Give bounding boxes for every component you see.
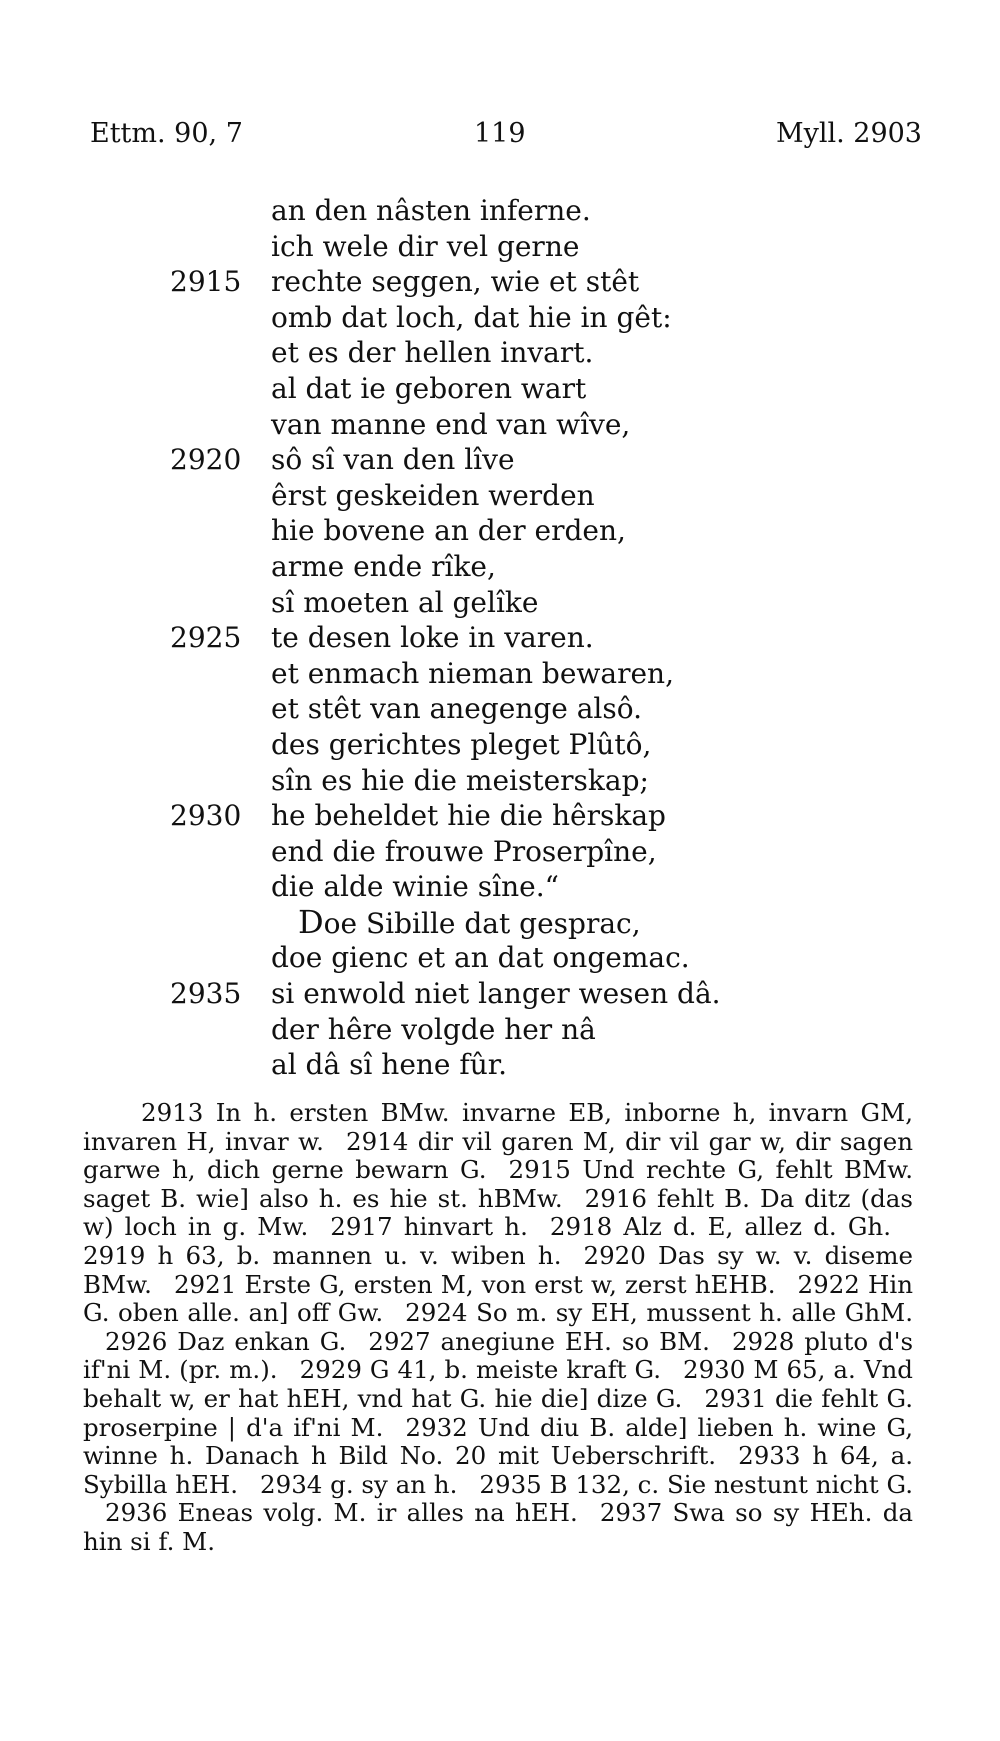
apparatus-note: 2915 Und rechte G, fehlt BMw. saget B. wie] also h. es hie st. hBMw. [83,1155,913,1213]
verse-text: omb dat loch, dat hie in gêt: [271,300,672,334]
verse-line [0,798,1000,834]
verse-block [0,193,1000,1083]
verse-text: die alde winie sîne.“ [271,870,559,904]
apparatus-note: 2929 G 41, b. meiste kraft G. [299,1355,661,1385]
initial-capital: D [298,902,324,941]
apparatus-note: 2937 Swa so sy HEh. da hin si f. M. [83,1498,913,1556]
verse-text: der hêre volgde her nâ [271,1012,596,1046]
verse-text: arme ende rîke, [271,549,496,583]
critical-apparatus [83,1099,913,1557]
verse-text: al dâ sî hene fûr. [271,1048,508,1082]
verse-line [0,620,1000,656]
verse-line [0,264,1000,300]
line-number: 2925 [170,621,242,655]
line-number: 2935 [170,977,242,1011]
verse-text: et es der hellen invart. [271,336,594,370]
apparatus-note: 2934 g. sy an h. [260,1469,458,1499]
verse-line [0,549,1000,585]
verse-line [0,902,1000,941]
verse-text: des gerichtes pleget Plûtô, [271,727,652,761]
apparatus-note: 2935 B 132, c. Sie nestunt nicht G. [479,1469,913,1499]
apparatus-note: 2933 h 64, a. Sybilla hEH. [83,1441,913,1499]
header-left-reference: Ettm. 90, 7 [90,118,243,149]
apparatus-note: 2917 hinvart h. [330,1212,528,1242]
verse-text: et enmach nieman bewaren, [271,656,674,690]
verse-line [0,1047,1000,1083]
apparatus-note: 2919 h 63, b. mannen u. v. wiben h. [83,1240,562,1270]
apparatus-note: 2922 Hin G. oben alle. an] off Gw. [83,1269,913,1328]
apparatus-note: 2924 So m. sy EH, mussent h. alle GhM. [405,1298,913,1328]
verse-line [0,478,1000,514]
verse-line [0,442,1000,478]
verse-text: hie bovene an der erden, [271,514,626,548]
apparatus-note: 2927 anegiune EH. so BM. [368,1326,710,1356]
verse-text: sîn es hie die meisterskap; [271,763,649,797]
verse-line [0,335,1000,371]
verse-line [0,691,1000,727]
line-number: 2915 [170,265,242,299]
verse-text: sô sî van den lîve [271,443,515,477]
verse-text: oe Sibille dat gesprac, [323,906,641,940]
verse-line [0,407,1000,443]
line-number: 2930 [170,799,242,833]
apparatus-note: 2932 Und diu B. alde] lieben h. wine G, winne h. Danach h Bild No. 20 mit Ueberschrift. [83,1412,913,1471]
verse-line [0,940,1000,976]
apparatus-note: 2916 fehlt B. Da ditz (das w) loch in g. Mw. [83,1183,913,1242]
verse-line [0,193,1000,229]
verse-line [0,869,1000,905]
apparatus-note: 2926 Daz enkan G. [105,1326,347,1356]
verse-line [0,727,1000,763]
page-header [90,118,922,158]
apparatus-note: 2913 In h. ersten BMw. invarne EB, inborne h, invarn GM, invaren H, invar w. [83,1098,913,1156]
page-number: 119 [474,118,526,149]
verse-text: et stêt van anegenge alsô. [271,692,643,726]
verse-text: an den nâsten inferne. [271,194,591,227]
line-number: 2920 [170,443,242,477]
verse-line [0,229,1000,265]
verse-text: êrst geskeiden werden [271,478,595,512]
verse-text: te desen loke in varen. [271,621,594,655]
verse-text: al dat ie geboren wart [271,371,587,405]
verse-text: doe gienc et an dat ongemac. [271,941,690,975]
apparatus-note: 2936 Eneas volg. M. ir alles na hEH. [105,1498,578,1528]
header-right-reference: Myll. 2903 [775,118,922,149]
apparatus-note: 2914 dir vil garen M, dir vil gar w, dir sagen garwe h, dich gerne bewarn G. [83,1126,913,1185]
verse-text: he beheldet hie die hêrskap [271,799,666,833]
verse-line [0,656,1000,692]
verse-line [0,300,1000,336]
verse-text: ich wele dir vel gerne [271,229,580,263]
verse-line [0,513,1000,549]
verse-text: rechte seggen, wie et stêt [271,265,640,299]
verse-line [0,1012,1000,1048]
verse-line [0,371,1000,407]
apparatus-note: 2928 pluto d's if'ni M. (pr. m.). [83,1326,914,1385]
verse-text: end die frouwe Proserpîne, [271,834,657,868]
verse-text: si enwold niet langer wesen dâ. [271,977,721,1011]
apparatus-note: 2918 Alz d. E, allez d. Gh. [549,1212,891,1242]
apparatus-note: 2921 Erste G, ersten M, von erst w, zerst hEHB. [173,1269,776,1299]
apparatus-note: 2931 die fehlt G. proserpine | d'a if'ni M. [83,1383,914,1442]
verse-text-indented [298,902,641,942]
verse-text: van manne end van wîve, [271,407,631,441]
verse-line [0,976,1000,1012]
verse-line [0,585,1000,621]
verse-line [0,763,1000,799]
apparatus-note: 2920 Das sy w. v. diseme BMw. [83,1240,913,1299]
verse-line [0,834,1000,870]
verse-text: sî moeten al gelîke [271,585,539,619]
apparatus-note: 2930 M 65, a. Vnd behalt w, er hat hEH, vnd hat G. hie die] dize G. [83,1355,913,1413]
